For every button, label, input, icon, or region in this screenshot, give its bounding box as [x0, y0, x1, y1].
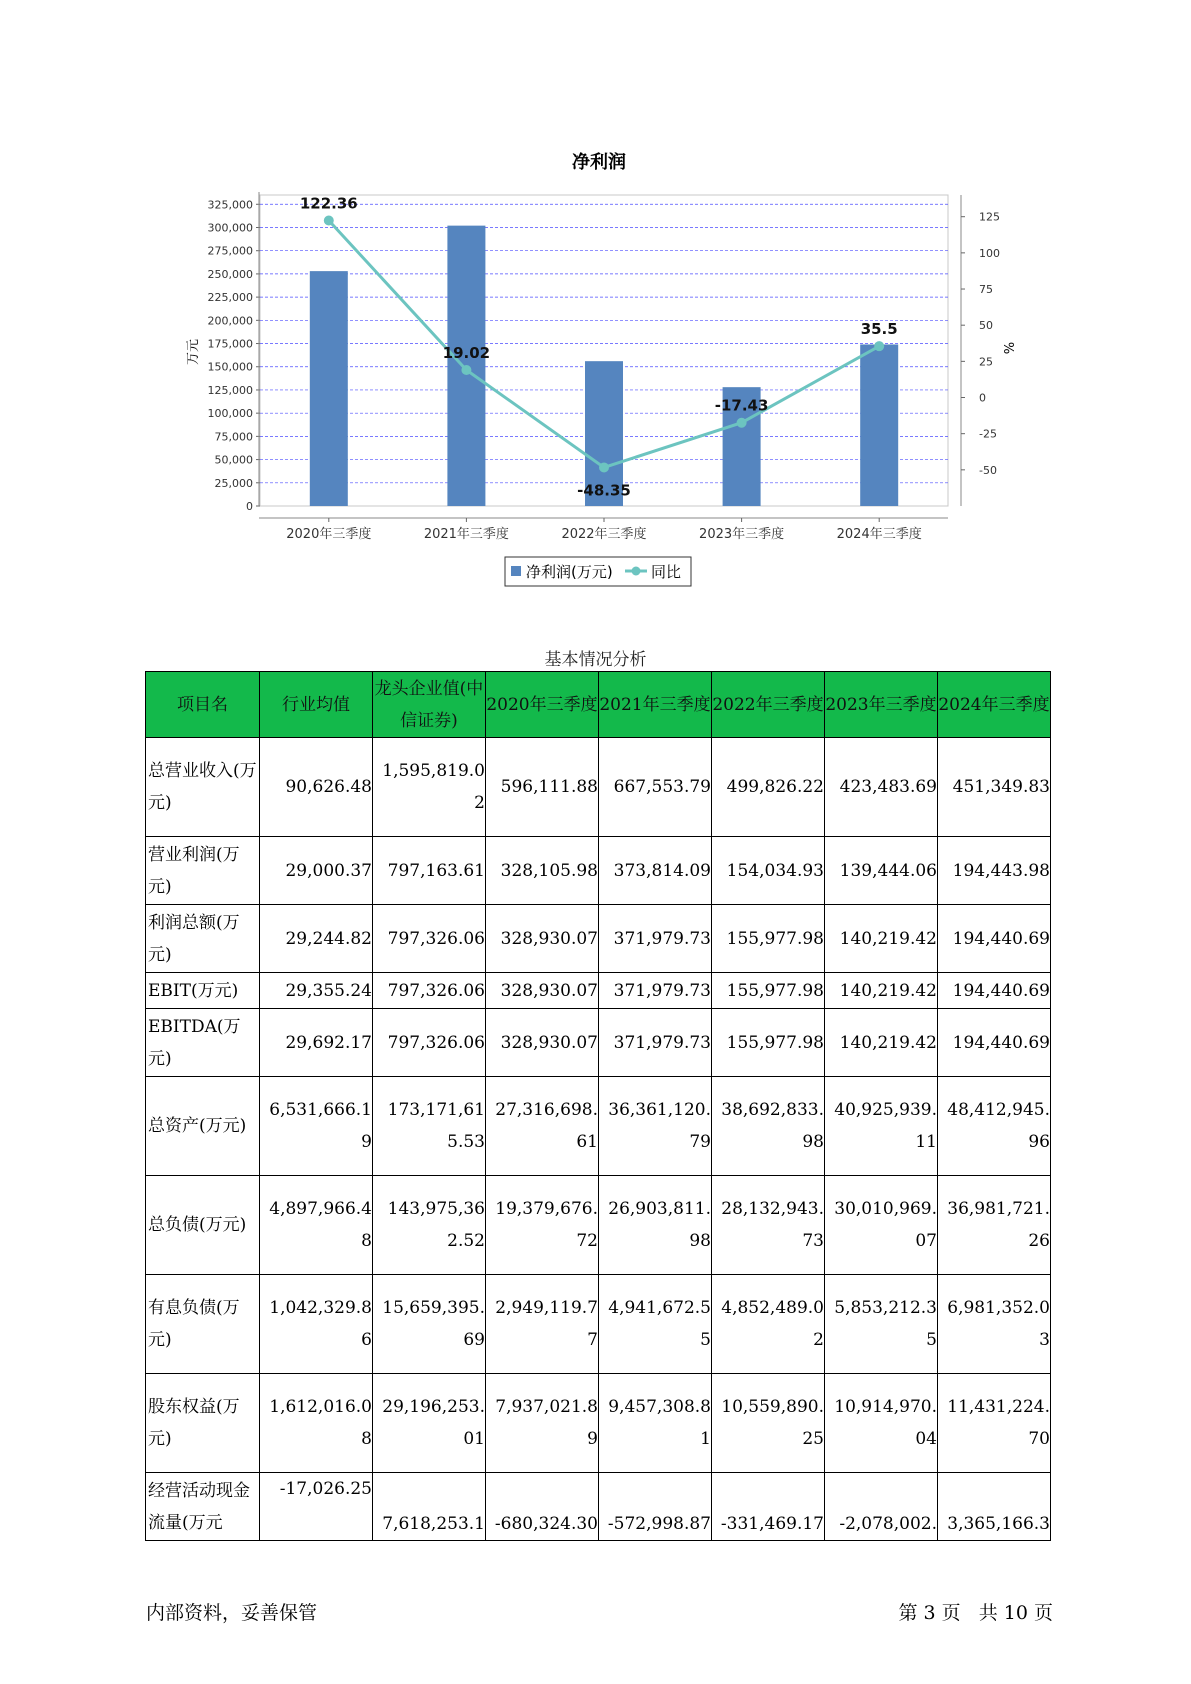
footer-confidential-note: 内部资料，妥善保管: [146, 1602, 318, 1624]
table-cell: 423,483.69: [825, 738, 938, 837]
header-2024q3: 2024年三季度: [938, 672, 1051, 738]
row-item-name: EBIT(万元): [146, 973, 260, 1009]
table-row: [146, 1077, 1051, 1176]
table-cell: 4,941,672.55: [599, 1275, 712, 1374]
y-tick-label-right: -50: [979, 463, 997, 477]
y-tick-label-right: 25: [979, 355, 993, 369]
footer-page-number: 第 3 页 共 10 页: [898, 1602, 1053, 1624]
y-tick-label-left: 100,000: [207, 407, 253, 421]
table-cell: 29,196,253.01: [373, 1374, 486, 1473]
table-cell: 194,440.69: [938, 1009, 1051, 1077]
table-row: [146, 837, 1051, 905]
table-cell: 7,937,021.89: [486, 1374, 599, 1473]
table-cell: 26,903,811.98: [599, 1176, 712, 1275]
table-cell: 28,132,943.73: [712, 1176, 825, 1275]
y-tick-label-left: 325,000: [207, 198, 253, 212]
data-label: 19.02: [442, 343, 491, 362]
bar: [860, 344, 898, 506]
table-cell: 139,444.06: [825, 837, 938, 905]
header-2020q3: 2020年三季度: [486, 672, 599, 738]
table-cell: 1,042,329.86: [260, 1275, 373, 1374]
table-cell: 1,595,819.02: [373, 738, 486, 837]
y-tick-label-right: 0: [979, 391, 986, 405]
data-label: -48.35: [577, 481, 631, 500]
table-cell: 797,326.06: [373, 1009, 486, 1077]
table-row: [146, 1473, 1051, 1541]
legend-line-marker: [632, 567, 641, 576]
table-cell: -2,078,002.: [825, 1473, 938, 1541]
table-cell: 48,412,945.96: [938, 1077, 1051, 1176]
table-cell: 38,692,833.98: [712, 1077, 825, 1176]
table-cell: 30,010,969.07: [825, 1176, 938, 1275]
y-tick-label-left: 50,000: [214, 453, 253, 467]
row-item-name: 总资产(万元): [146, 1077, 260, 1176]
y-tick-label-left: 150,000: [207, 360, 253, 374]
table-cell: -17,026.25: [260, 1473, 373, 1541]
header-item-name: 项目名: [146, 672, 260, 738]
table-cell: 140,219.42: [825, 1009, 938, 1077]
yoy-point: [599, 462, 609, 472]
table-cell: 11,431,224.70: [938, 1374, 1051, 1473]
yoy-point: [324, 216, 334, 226]
chart-title: 净利润: [572, 152, 626, 173]
table-cell: 140,219.42: [825, 973, 938, 1009]
table-cell: 140,219.42: [825, 905, 938, 973]
table-row: [146, 1275, 1051, 1374]
table-cell: 6,531,666.19: [260, 1077, 373, 1176]
table-cell: 797,326.06: [373, 905, 486, 973]
y-axis-label-right: %: [1000, 341, 1015, 355]
header-2021q3: 2021年三季度: [599, 672, 712, 738]
table-cell: 194,440.69: [938, 905, 1051, 973]
y-tick-label-left: 225,000: [207, 291, 253, 305]
table-row: [146, 1374, 1051, 1473]
table-cell: 371,979.73: [599, 905, 712, 973]
table-cell: 499,826.22: [712, 738, 825, 837]
table-cell: 328,930.07: [486, 905, 599, 973]
table-row: [146, 973, 1051, 1009]
table-cell: 7,618,253.1: [373, 1473, 486, 1541]
x-tick-label: 2021年三季度: [423, 527, 509, 542]
table-cell: 36,361,120.79: [599, 1077, 712, 1176]
table-header-row: [146, 672, 1051, 738]
table-row: [146, 1176, 1051, 1275]
table-row: [146, 738, 1051, 837]
y-tick-label-left: 75,000: [214, 430, 253, 444]
y-tick-label-right: 50: [979, 319, 993, 333]
table-cell: 667,553.79: [599, 738, 712, 837]
table-cell: 1,612,016.08: [260, 1374, 373, 1473]
table-cell: 371,979.73: [599, 1009, 712, 1077]
row-item-name: 总营业收入(万元): [146, 738, 260, 837]
x-tick-label: 2020年三季度: [286, 527, 372, 542]
table-cell: 6,981,352.03: [938, 1275, 1051, 1374]
table-cell: 143,975,362.52: [373, 1176, 486, 1275]
table-cell: 5,853,212.35: [825, 1275, 938, 1374]
basic-analysis-table: [145, 671, 1051, 1541]
table-cell: 154,034.93: [712, 837, 825, 905]
legend-bar-label: 净利润(万元): [526, 563, 613, 581]
table-cell: 29,355.24: [260, 973, 373, 1009]
y-tick-label-left: 25,000: [214, 476, 253, 490]
yoy-point: [461, 365, 471, 375]
table-cell: 173,171,615.53: [373, 1077, 486, 1176]
table-cell: 40,925,939.11: [825, 1077, 938, 1176]
table-cell: 328,930.07: [486, 1009, 599, 1077]
x-tick-label: 2023年三季度: [699, 527, 785, 542]
y-tick-label-right: 75: [979, 283, 993, 297]
table-cell: 596,111.88: [486, 738, 599, 837]
row-item-name: 利润总额(万元): [146, 905, 260, 973]
table-caption: 基本情况分析: [544, 650, 647, 670]
table-cell: 90,626.48: [260, 738, 373, 837]
table-body: [146, 738, 1051, 1541]
y-axis-label-left: 万元: [186, 338, 201, 366]
yoy-point: [737, 418, 747, 428]
header-industry-avg: 行业均值: [260, 672, 373, 738]
table-cell: 2,949,119.77: [486, 1275, 599, 1374]
data-label: 122.36: [299, 194, 358, 213]
row-item-name: 股东权益(万元): [146, 1374, 260, 1473]
table-cell: 19,379,676.72: [486, 1176, 599, 1275]
table-cell: -680,324.30: [486, 1473, 599, 1541]
row-item-name: EBITDA(万元): [146, 1009, 260, 1077]
table-cell: 10,914,970.04: [825, 1374, 938, 1473]
legend-bar-swatch: [511, 566, 521, 576]
row-item-name: 有息负债(万元): [146, 1275, 260, 1374]
y-tick-label-right: 100: [979, 246, 1000, 260]
table-cell: 27,316,698.61: [486, 1077, 599, 1176]
table-cell: 797,326.06: [373, 973, 486, 1009]
table-cell: 371,979.73: [599, 973, 712, 1009]
row-item-name: 经营活动现金流量(万元: [146, 1473, 260, 1541]
x-tick-label: 2022年三季度: [561, 527, 647, 542]
chart-legend: [505, 557, 691, 586]
table-cell: 29,692.17: [260, 1009, 373, 1077]
table-cell: -331,469.17: [712, 1473, 825, 1541]
yoy-point: [874, 341, 884, 351]
header-2022q3: 2022年三季度: [712, 672, 825, 738]
table-cell: -572,998.87: [599, 1473, 712, 1541]
table-cell: 3,365,166.3: [938, 1473, 1051, 1541]
table-cell: 373,814.09: [599, 837, 712, 905]
data-label: 35.5: [860, 320, 898, 339]
y-tick-label-left: 250,000: [207, 267, 253, 281]
table-cell: 10,559,890.25: [712, 1374, 825, 1473]
table-row: [146, 905, 1051, 973]
table-cell: 451,349.83: [938, 738, 1051, 837]
y-tick-label-left: 300,000: [207, 221, 253, 235]
y-tick-label-left: 200,000: [207, 314, 253, 328]
y-tick-label-right: 125: [979, 210, 1000, 224]
y-tick-label-right: -25: [979, 427, 997, 441]
bar: [310, 271, 348, 506]
table-cell: 155,977.98: [712, 905, 825, 973]
y-tick-label-left: 0: [246, 500, 253, 513]
row-item-name: 总负债(万元): [146, 1176, 260, 1275]
table-cell: 328,105.98: [486, 837, 599, 905]
table-cell: 155,977.98: [712, 1009, 825, 1077]
table-cell: 328,930.07: [486, 973, 599, 1009]
table-cell: 29,244.82: [260, 905, 373, 973]
table-cell: 15,659,395.69: [373, 1275, 486, 1374]
header-leader: 龙头企业值(中信证券): [373, 672, 486, 738]
table-cell: 194,440.69: [938, 973, 1051, 1009]
table-cell: 29,000.37: [260, 837, 373, 905]
row-item-name: 营业利润(万元): [146, 837, 260, 905]
y-tick-label-left: 175,000: [207, 337, 253, 351]
header-2023q3: 2023年三季度: [825, 672, 938, 738]
table-cell: 4,897,966.48: [260, 1176, 373, 1275]
table-cell: 4,852,489.02: [712, 1275, 825, 1374]
table-cell: 797,163.61: [373, 837, 486, 905]
x-tick-label: 2024年三季度: [836, 527, 922, 542]
net-profit-chart: [0, 0, 1191, 600]
table-cell: 9,457,308.81: [599, 1374, 712, 1473]
legend-line-label: 同比: [651, 563, 682, 581]
table-cell: 194,443.98: [938, 837, 1051, 905]
table-cell: 155,977.98: [712, 973, 825, 1009]
data-label: -17.43: [714, 396, 769, 415]
y-tick-label-left: 125,000: [207, 383, 253, 397]
table-row: [146, 1009, 1051, 1077]
y-tick-label-left: 275,000: [207, 244, 253, 258]
table-cell: 36,981,721.26: [938, 1176, 1051, 1275]
